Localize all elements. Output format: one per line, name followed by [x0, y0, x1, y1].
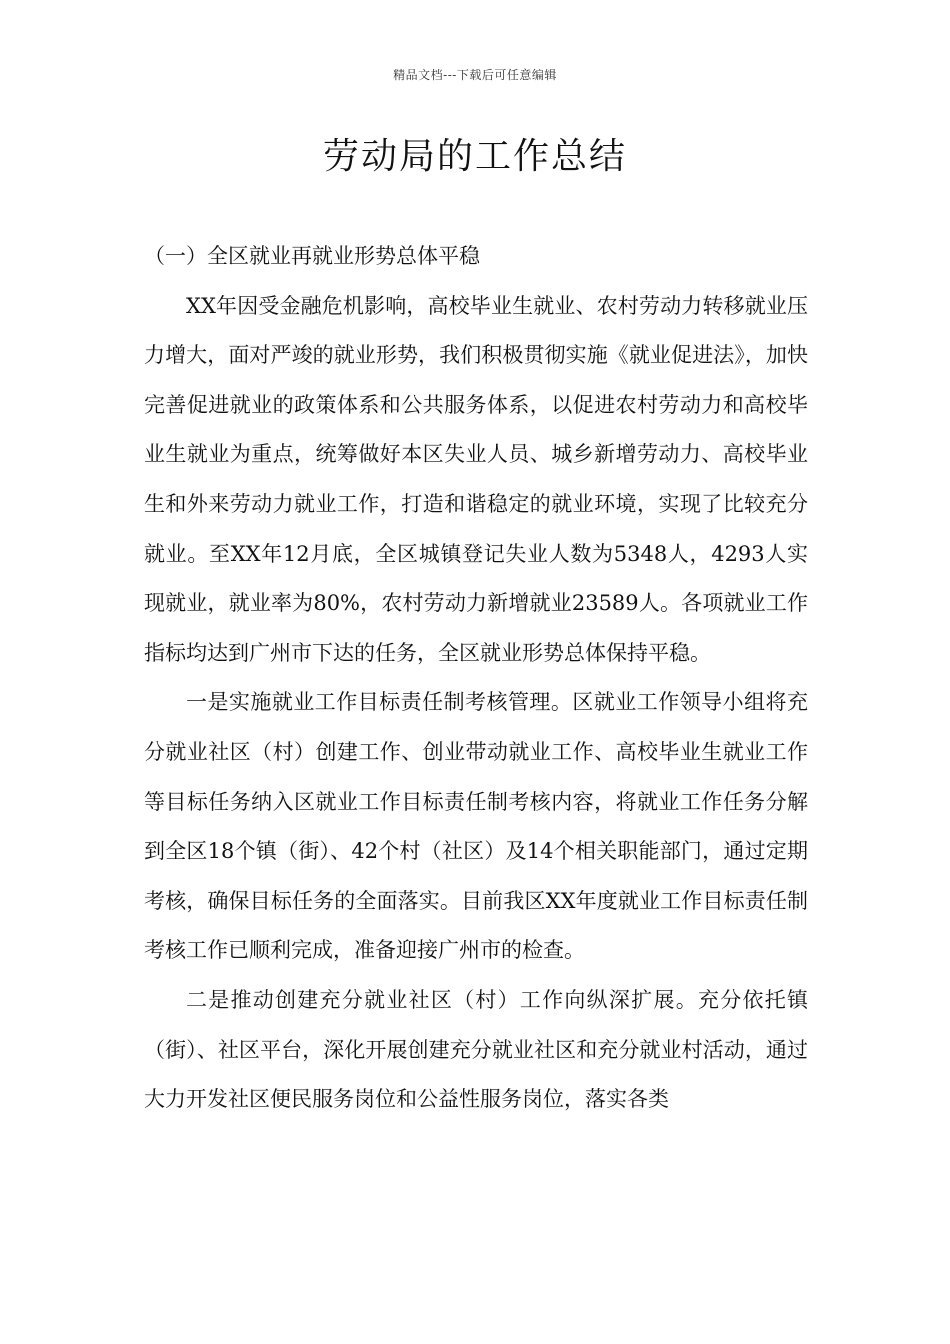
header-note: 精品文档---下载后可任意编辑: [393, 68, 557, 82]
paragraph-employment-overview: XX年因受金融危机影响，高校毕业生就业、农村劳动力转移就业压力增大，面对严竣的就业形势，我们积极贯彻实施《就业促进法》，加快完善促进就业的政策体系和公共服务体系，以促进农村劳动力和高校毕业生就业为重点，统筹做好本区失业人员、城乡新增劳动力、高校毕业生和外来劳动力就业工作，打造和谐稳定的就业环境，实现了比较充分就业。至XX年12月底，全区城镇登记失业人数为5348人，4293人实现就业，就业率为80%，农村劳动力新增就业23589人。各项就业工作指标均达到广州市下达的任务，全区就业形势总体保持平稳。: [144, 293, 808, 665]
section-heading: （一）全区就业再就业形势总体平稳: [144, 244, 480, 268]
document-body: [144, 232, 808, 1125]
paragraph-target-responsibility: 一是实施就业工作目标责任制考核管理。区就业工作领导小组将充分就业社区（村）创建工作、创业带动就业工作、高校毕业生就业工作等目标任务纳入区就业工作目标责任制考核内容，将就业工作任务分解到全区18个镇（街）、42个村（社区）及14个相关职能部门，通过定期考核，确保目标任务的全面落实。目前我区XX年度就业工作目标责任制考核工作已顺利完成，准备迎接广州市的检查。: [144, 690, 808, 963]
document-title: 劳动局的工作总结: [322, 136, 627, 177]
paragraph-full-employment-community: 二是推动创建充分就业社区（村）工作向纵深扩展。充分依托镇（街）、社区平台，深化开展创建充分就业社区和充分就业村活动，通过大力开发社区便民服务岗位和公益性服务岗位，落实各类: [144, 987, 808, 1112]
